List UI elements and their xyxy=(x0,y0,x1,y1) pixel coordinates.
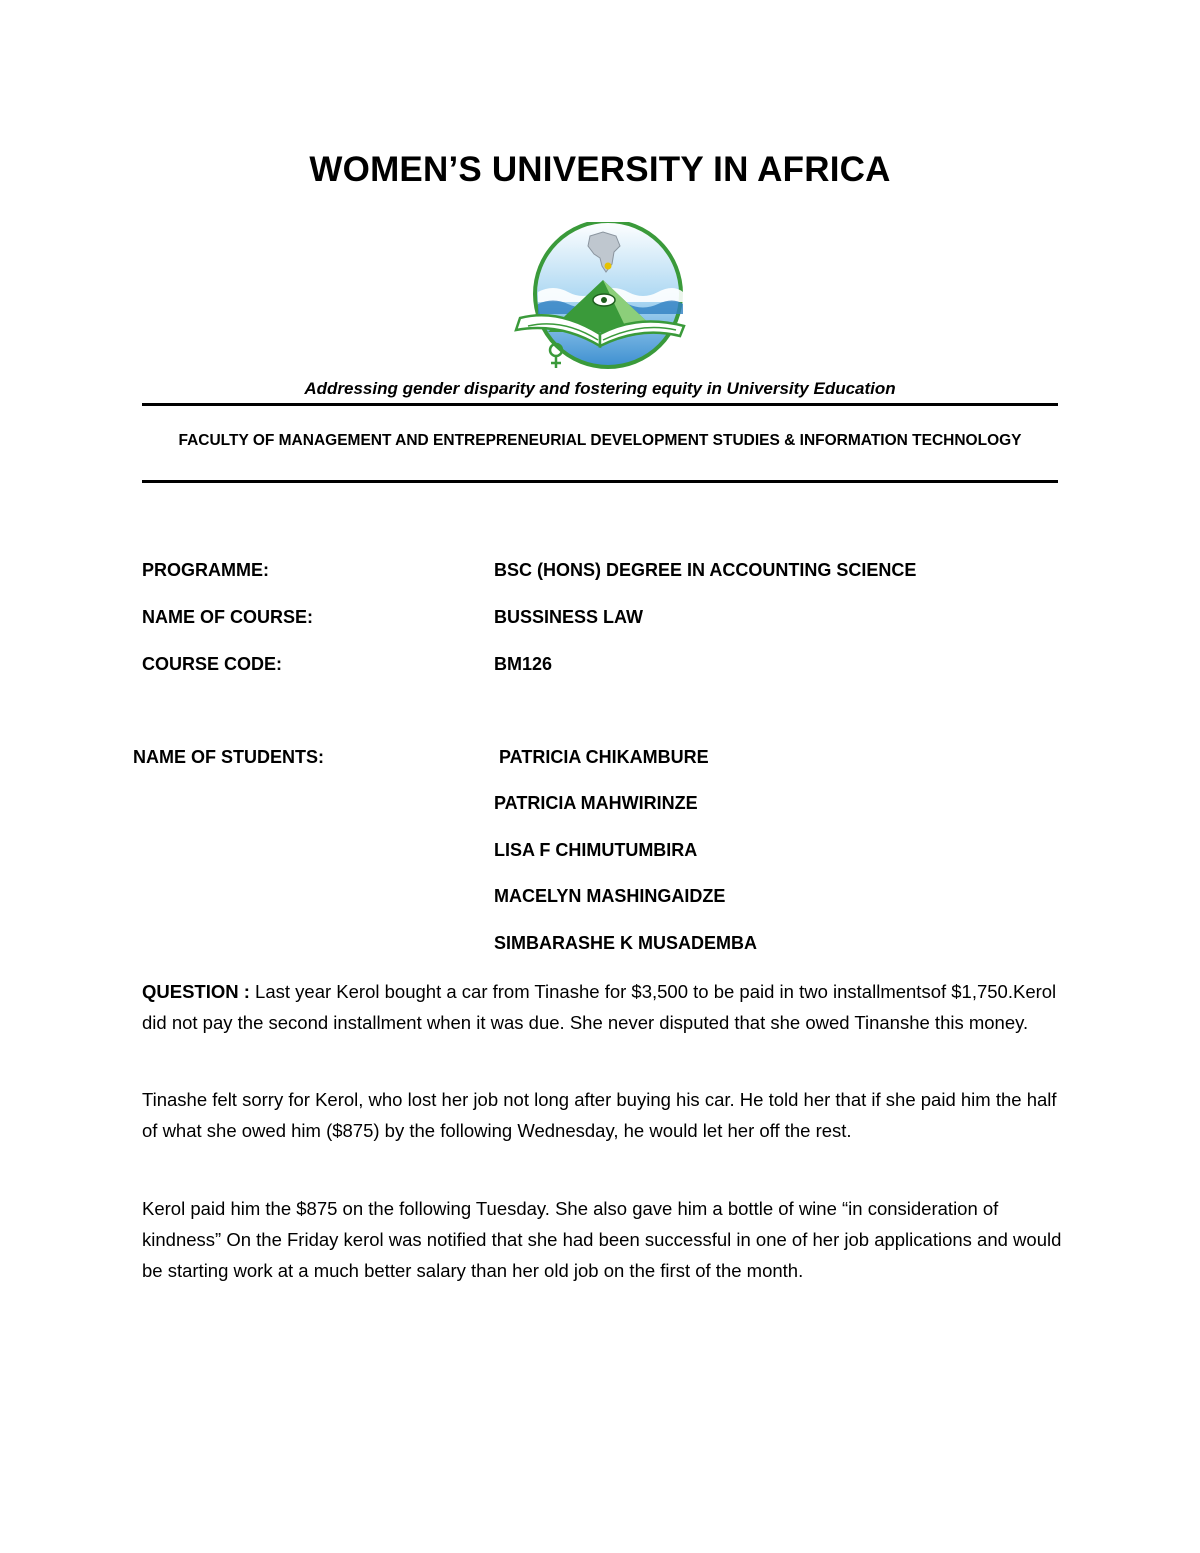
faculty-name: FACULTY OF MANAGEMENT AND ENTREPRENEURIAL DEVELOPMENT STUDIES & INFORMATION TECHNOLOGY xyxy=(178,432,1022,449)
university-crest-icon xyxy=(508,222,692,372)
question-text: Last year Kerol bought a car from Tinashe for $3,500 to be paid in two installmentsof $1,750.Kerol did not pay the second installment when it was due. She never disputed that she owed Tinanshe this money. xyxy=(142,981,1057,1033)
university-title: WOMEN’S UNIVERSITY IN AFRICA xyxy=(309,150,891,189)
question-paragraph-3: Kerol paid him the $875 on the following Tuesday. She also gave him a bottle of wine “in consideration of kindness” On the Friday kerol was notified that she had been successful in one of her job applications and would be starting work at a much better salary than her old job on the first of the month. xyxy=(142,1198,1062,1281)
programme-value: BSC (HONS) DEGREE IN ACCOUNTING SCIENCE xyxy=(494,560,917,580)
student-name: PATRICIA CHIKAMBURE xyxy=(499,747,709,767)
student-name: MACELYN MASHINGAIDZE xyxy=(494,886,726,906)
student-name: PATRICIA MAHWIRINZE xyxy=(494,793,698,813)
student-name: SIMBARASHE K MUSADEMBA xyxy=(494,933,758,953)
question-paragraph-2: Tinashe felt sorry for Kerol, who lost her job not long after buying his car. He told her that if she paid him the half of what she owed him ($875) by the following Wednesday, he would let her off the rest. xyxy=(142,1089,1057,1141)
divider-top xyxy=(142,403,1058,406)
course-code-value: BM126 xyxy=(494,654,553,674)
question-paragraph-1 xyxy=(142,976,1062,1038)
student-name: LISA F CHIMUTUMBIRA xyxy=(494,840,698,860)
programme-label: PROGRAMME: xyxy=(142,560,269,580)
tagline: Addressing gender disparity and fostering equity in University Education xyxy=(304,379,896,398)
course-name-value: BUSSINESS LAW xyxy=(494,607,644,627)
question-label: QUESTION : xyxy=(142,981,250,1002)
divider-bottom xyxy=(142,480,1058,483)
students-label: NAME OF STUDENTS: xyxy=(133,747,324,767)
course-code-label: COURSE CODE: xyxy=(142,654,283,674)
course-name-label: NAME OF COURSE: xyxy=(142,607,313,627)
